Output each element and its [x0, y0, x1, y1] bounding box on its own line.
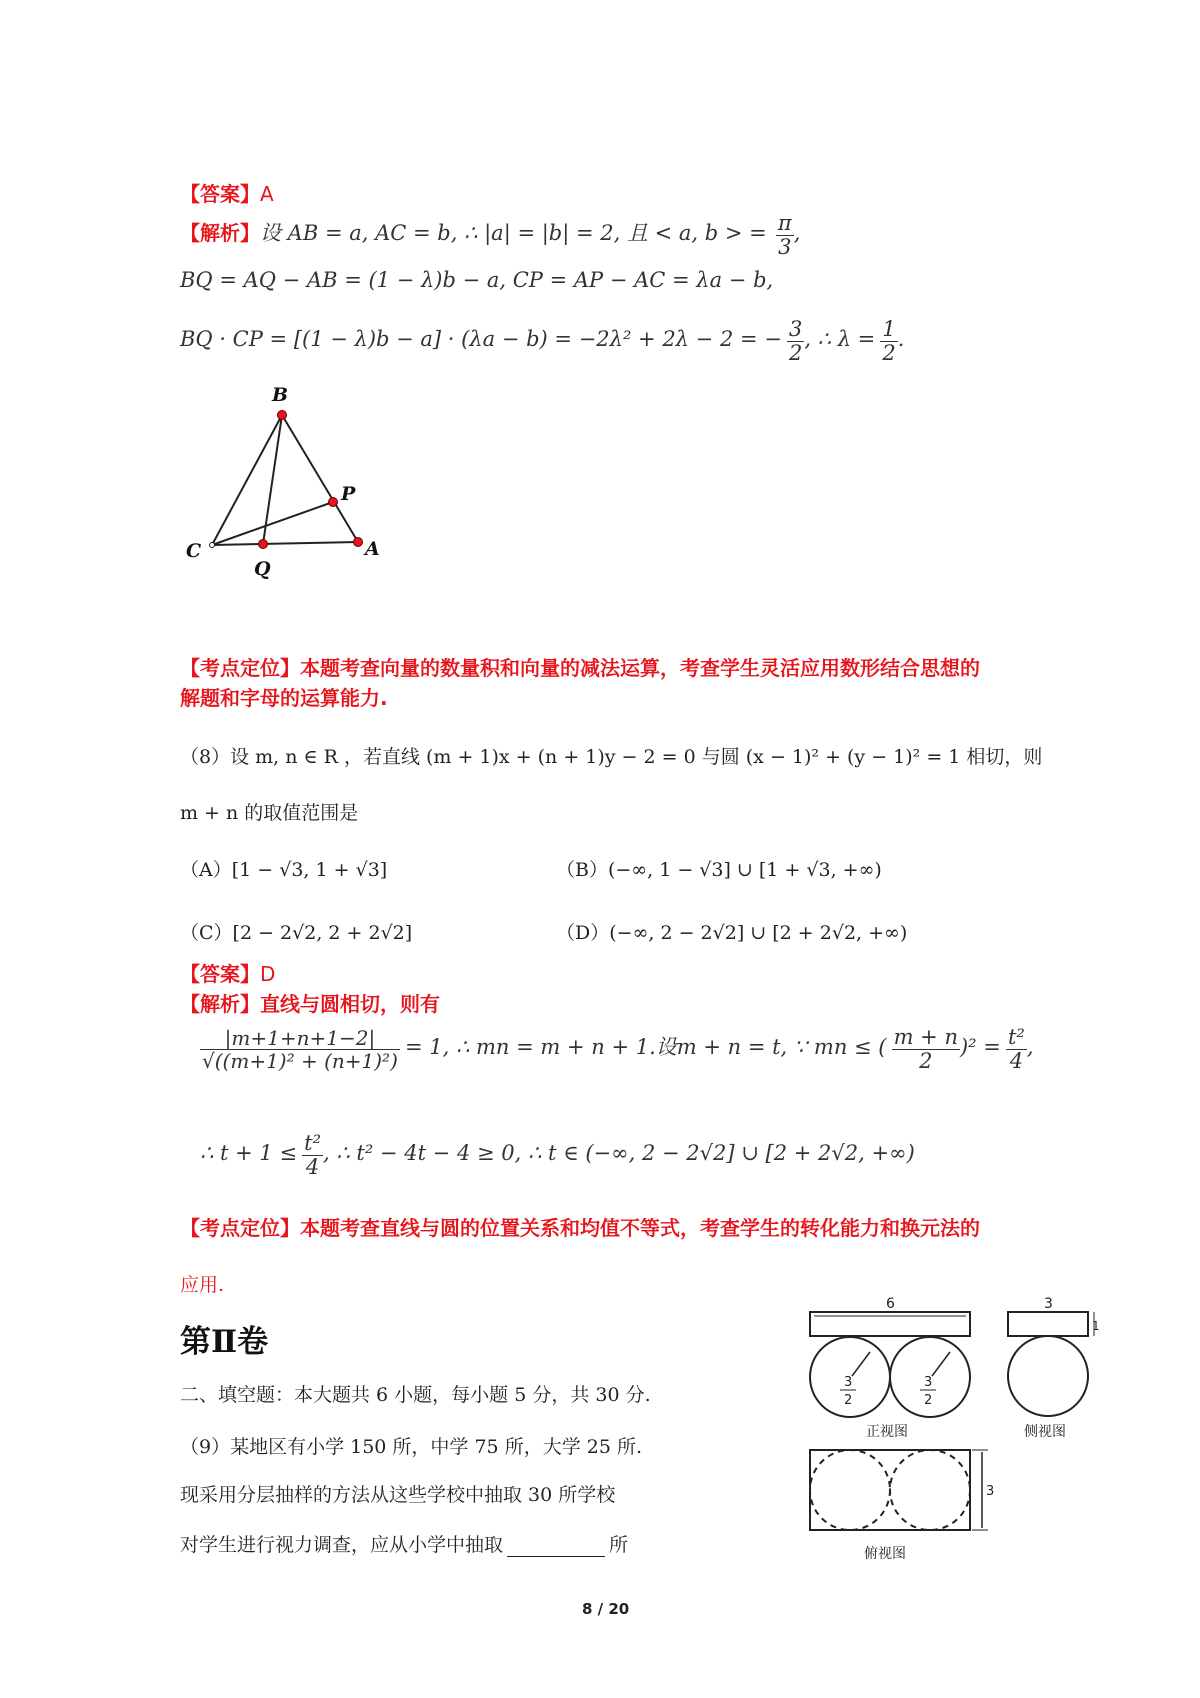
point-q	[259, 540, 268, 549]
top-view-caption: 俯视图	[864, 1546, 906, 1562]
frac-den: 3	[778, 235, 792, 260]
analysis-7-line2: BQ = AQ − AB = (1 − λ)b − a, CP = AP − AC = λa − b,	[180, 268, 774, 292]
page-number: 8 / 20	[582, 1600, 630, 1618]
frac-den: 4	[1009, 1049, 1024, 1074]
section-subtitle: 二、填空题：本大题共 6 小题，每小题 5 分，共 30 分.	[180, 1384, 651, 1406]
q9-text: 对学生进行视力调查，应从小学中抽取	[180, 1534, 504, 1556]
analysis-7-tail: ,	[793, 221, 801, 246]
kaodian-8-line2: 应用.	[180, 1274, 225, 1296]
point-c	[210, 543, 215, 548]
q9-line2: 现采用分层抽样的方法从这些学校中抽取 30 所学校	[180, 1484, 616, 1506]
radius-num-left: 3	[844, 1375, 853, 1390]
point-p	[329, 498, 338, 507]
kaodian-8-line1	[180, 1212, 980, 1241]
frac-den: 2	[882, 341, 896, 366]
front-width-label: 6	[886, 1296, 895, 1312]
analysis-8-mid: )² =	[959, 1035, 1001, 1060]
analysis-8-expr1: = 1, ∴ mn = m + n + 1.设m + n = t, ∵ mn ≤ (	[404, 1035, 887, 1060]
fraction-pi-3	[776, 212, 794, 259]
kaodian-7-line1	[180, 652, 980, 681]
analysis-8-eq1	[200, 1026, 1034, 1073]
analysis-7-mid: , ∴ λ =	[804, 327, 876, 352]
q8-option-d: （D）(−∞, 2 − 2√2] ∪ [2 + 2√2, +∞)	[556, 922, 908, 944]
frac-den: √((m+1)² + (n+1)²)	[202, 1049, 398, 1074]
answer-value: D	[260, 962, 276, 986]
label-p: P	[341, 483, 356, 505]
side-view-caption: 侧视图	[1024, 1424, 1066, 1440]
section-title: 第Ⅱ卷	[180, 1324, 269, 1360]
fraction-1-2	[880, 318, 897, 365]
answer-7	[180, 178, 274, 207]
label-q: Q	[254, 558, 271, 580]
frac-num: 3	[788, 317, 803, 341]
kaodian-text: 本题考查向量的数量积和向量的减法运算，考查学生灵活应用数形结合思想的	[300, 656, 980, 680]
fraction-3-2	[787, 318, 804, 365]
radius-den-left: 2	[844, 1393, 853, 1408]
analysis-7-line3	[180, 318, 904, 365]
answer-label: 【答案】	[180, 182, 260, 206]
label-b: B	[272, 385, 289, 406]
analysis-8-expr2-head: ∴ t + 1 ≤	[200, 1141, 298, 1166]
frac-num: t²	[304, 1131, 322, 1155]
q9-line3	[180, 1530, 628, 1557]
analysis-7-line1	[180, 212, 800, 259]
side-width-label: 3	[1044, 1296, 1053, 1312]
kaodian-label: 【考点定位】	[180, 656, 300, 680]
q9-line1: （9）某地区有小学 150 所，中学 75 所，大学 25 所.	[180, 1436, 642, 1458]
q8-option-a: （A）[1 − √3, 1 + √3]	[180, 859, 388, 881]
answer-label: 【答案】	[180, 962, 260, 986]
analysis-7-tail3: .	[897, 327, 905, 352]
q8-option-c: （C）[2 − 2√2, 2 + 2√2]	[180, 922, 413, 944]
analysis-8-tail: ,	[1026, 1035, 1034, 1060]
frac-den: 2	[919, 1049, 933, 1074]
answer-value: A	[260, 182, 274, 206]
analysis-8-expr2-tail: , ∴ t² − 4t − 4 ≥ 0, ∴ t ∈ (−∞, 2 − 2√2] ∪ [2 + 2√2, +∞)	[323, 1141, 915, 1166]
analysis-8-intro	[180, 988, 440, 1017]
q8-stem-line1: （8）设 m, n ∈ R ，若直线 (m + 1)x + (n + 1)y − 2 = 0 与圆 (x − 1)² + (y − 1)² = 1 相切，则	[180, 746, 1043, 768]
analysis-7-expr1: 设 AB = a, AC = b, ∴ |a| = |b| = 2, 且 < a, b > =	[260, 221, 767, 246]
label-c: C	[186, 540, 202, 562]
frac-den: 2	[788, 341, 803, 366]
analysis-7-expr3: BQ · CP = [(1 − λ)b − a] · (λa − b) = −2λ² + 2λ − 2 = −	[180, 327, 782, 352]
side-height-label: 1	[1092, 1319, 1100, 1333]
fraction-t2-4	[1006, 1026, 1027, 1073]
frac-num: m + n	[893, 1025, 958, 1049]
label-a: A	[365, 538, 380, 560]
analysis-label: 【解析】	[180, 221, 260, 246]
fraction-mn-2	[892, 1026, 960, 1073]
top-height-label: 3	[986, 1484, 995, 1499]
radius-num-right: 3	[924, 1375, 933, 1390]
analysis-intro: 直线与圆相切，则有	[260, 992, 440, 1016]
answer-8	[180, 958, 275, 987]
kaodian-label: 【考点定位】	[180, 1216, 300, 1240]
analysis-label: 【解析】	[180, 992, 260, 1016]
point-b	[278, 411, 287, 420]
analysis-8-eq2	[200, 1132, 915, 1179]
front-view-caption: 正视图	[866, 1424, 908, 1440]
three-view-diagram	[800, 1290, 1100, 1590]
point-a	[354, 538, 363, 547]
frac-den: 4	[305, 1155, 320, 1180]
fraction-distance	[200, 1027, 400, 1072]
fraction-t2-4b	[302, 1132, 323, 1179]
triangle-diagram	[180, 385, 420, 585]
radius-den-right: 2	[924, 1393, 933, 1408]
kaodian-7-line2: 解题和字母的运算能力.	[180, 686, 388, 710]
q9-tail: 所	[609, 1534, 629, 1556]
q8-stem-line2: m + n 的取值范围是	[180, 802, 359, 824]
frac-num: 1	[882, 317, 896, 341]
q8-option-b: （B）(−∞, 1 − √3] ∪ [1 + √3, +∞)	[556, 859, 882, 881]
kaodian-text: 本题考查直线与圆的位置关系和均值不等式，考查学生的转化能力和换元法的	[300, 1216, 980, 1240]
frac-num: |m+1+n+1−2|	[200, 1027, 400, 1050]
frac-num: π	[777, 211, 792, 235]
frac-num: t²	[1007, 1025, 1025, 1049]
answer-blank[interactable]	[507, 1534, 605, 1557]
